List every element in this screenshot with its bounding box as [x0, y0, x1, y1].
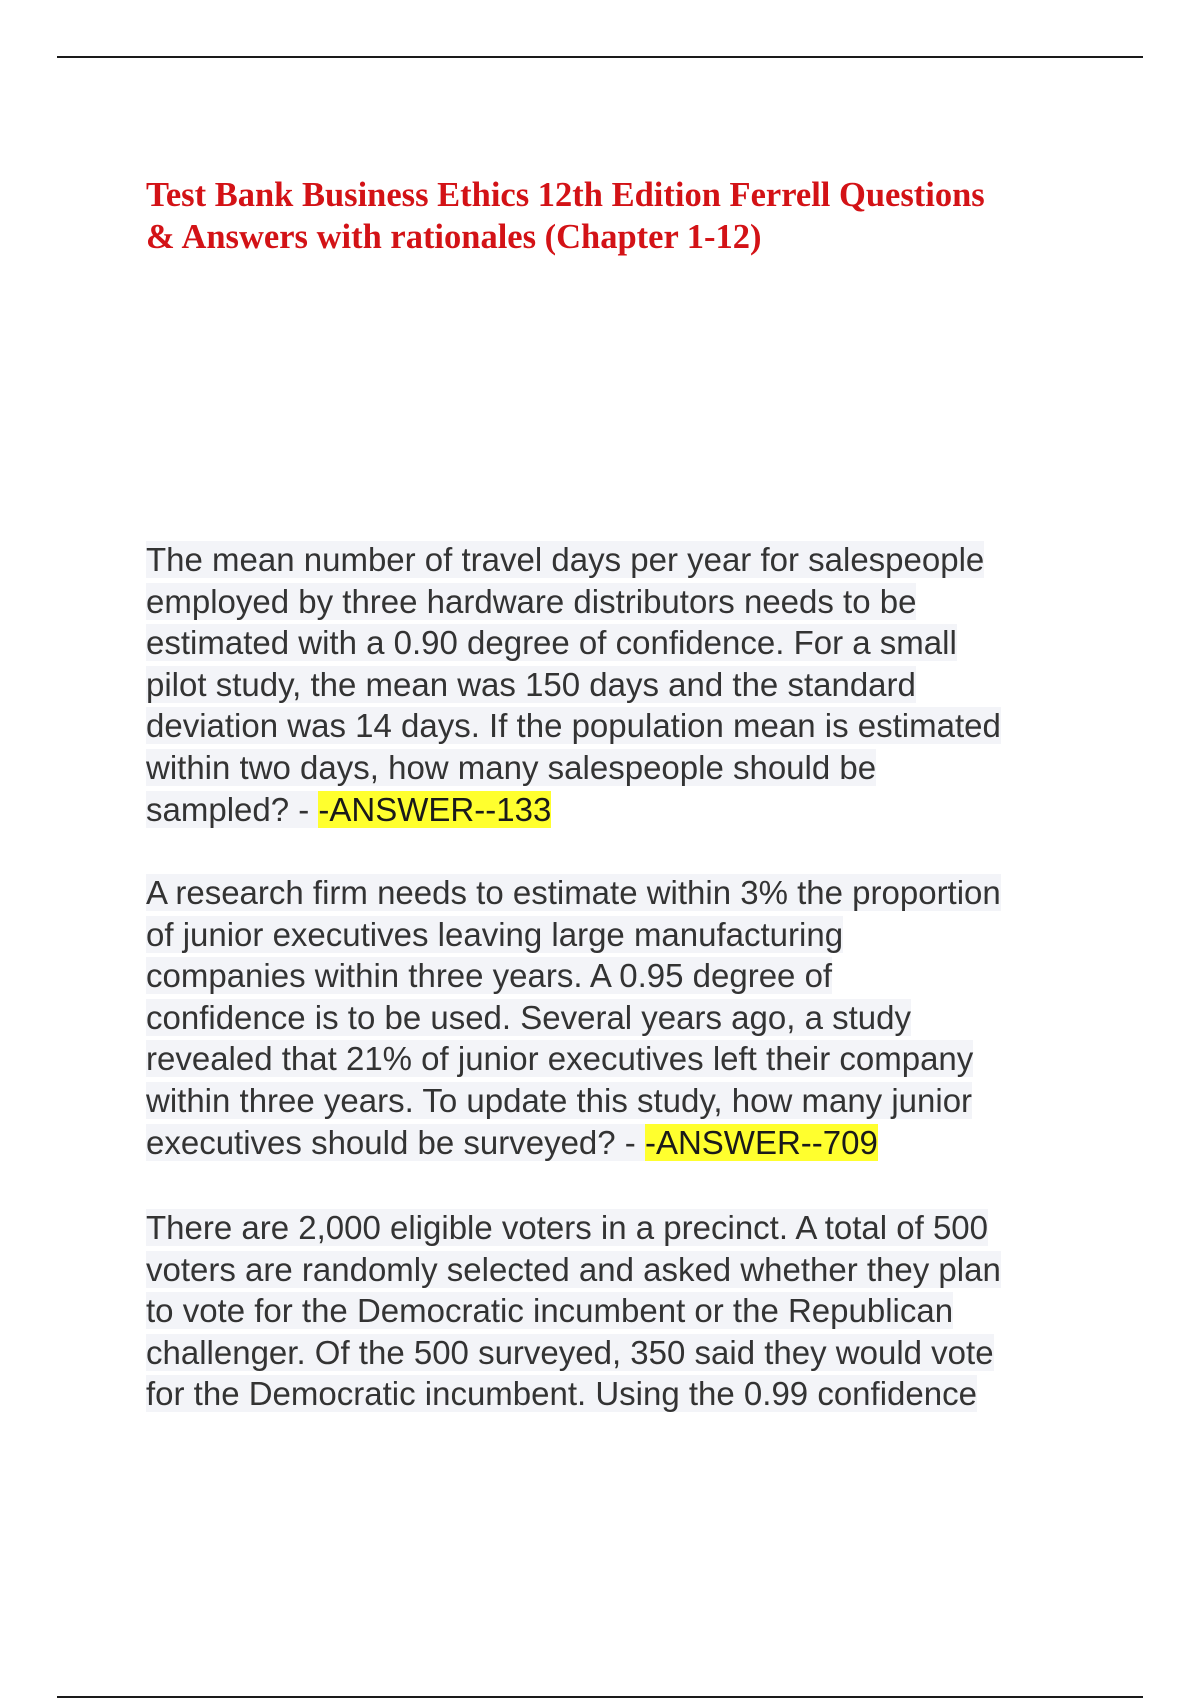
question-line: challenger. Of the 500 surveyed, 350 said they would vote	[146, 1333, 994, 1371]
question-line: A research firm needs to estimate within 3% the proportion	[146, 874, 1001, 911]
question-line: executives should be surveyed? - -ANSWER--709	[146, 1123, 878, 1161]
question-line: estimated with a 0.90 degree of confidence. For a small	[146, 624, 957, 662]
question-line: of junior executives leaving large manufacturing	[146, 915, 844, 953]
document-title	[146, 174, 1086, 258]
question-block	[146, 1207, 1086, 1415]
question-line: deviation was 14 days. If the population mean is estimated	[146, 707, 1001, 745]
question-line: within two days, how many salespeople should be	[146, 748, 877, 786]
question-line: companies within three years. A 0.95 degree of	[146, 957, 833, 995]
question-line: for the Democratic incumbent. Using the 0.99 confidence	[146, 1375, 977, 1413]
bottom-rule	[57, 1696, 1143, 1698]
title-line: & Answers with rationales (Chapter 1-12)	[146, 218, 762, 256]
question-line: confidence is to be used. Several years ago, a study	[146, 998, 911, 1036]
top-rule	[57, 56, 1143, 58]
question-line: to vote for the Democratic incumbent or the Republican	[146, 1292, 954, 1330]
question-line: The mean number of travel days per year for salespeople	[146, 541, 985, 578]
question-line: sampled? - -ANSWER--133	[146, 790, 552, 828]
title-line: Test Bank Business Ethics 12th Edition Ferrell Questions	[146, 176, 985, 214]
question-block	[146, 539, 1086, 830]
question-line: voters are randomly selected and asked whether they plan	[146, 1250, 1001, 1288]
answer-highlight: -ANSWER--133	[318, 790, 552, 828]
question-line: There are 2,000 eligible voters in a precinct. A total of 500	[146, 1209, 989, 1246]
answer-highlight: -ANSWER--709	[644, 1123, 878, 1161]
question-line: pilot study, the mean was 150 days and the standard	[146, 665, 916, 703]
question-line: within three years. To update this study, how many junior	[146, 1081, 973, 1119]
question-block	[146, 872, 1086, 1163]
question-line: revealed that 21% of junior executives left their company	[146, 1040, 974, 1078]
question-line: employed by three hardware distributors needs to be	[146, 582, 917, 620]
